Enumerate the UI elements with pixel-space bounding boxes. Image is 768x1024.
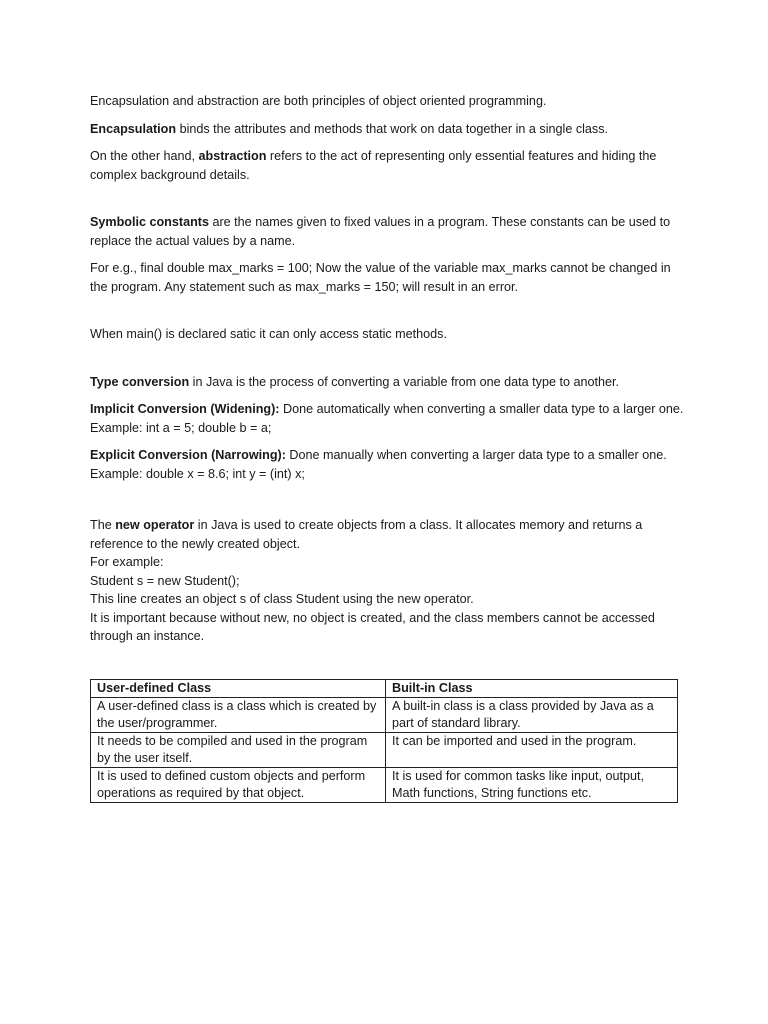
spacer	[90, 492, 690, 516]
term-explicit-conversion: Explicit Conversion (Narrowing):	[90, 448, 286, 462]
class-comparison-table	[90, 679, 678, 803]
table-row	[91, 697, 678, 732]
term-new-operator: new operator	[115, 518, 195, 532]
term-implicit-conversion: Implicit Conversion (Widening):	[90, 402, 280, 416]
term-type-conversion: Type conversion	[90, 374, 190, 389]
implicit-conversion-text: Done automatically when converting a smaller data type to a larger one.	[279, 402, 684, 416]
new-operator-importance: It is important because without new, no object is created, and the class members cannot be accessed through an instance.	[90, 610, 655, 643]
document-page	[90, 92, 690, 803]
table-cell: It is used to defined custom objects and perform operations as required by that object.	[91, 767, 386, 802]
new-operator-explanation: This line creates an object s of class Student using the new operator.	[90, 592, 474, 606]
paragraph-abstraction	[90, 147, 690, 184]
table-cell: It needs to be compiled and used in the program by the user itself.	[91, 732, 386, 767]
new-operator-pre: The	[90, 518, 116, 532]
spacer	[90, 193, 690, 213]
spacer	[90, 655, 690, 679]
paragraph-type-conversion	[90, 373, 690, 392]
paragraph-intro: Encapsulation and abstraction are both principles of object oriented programming.	[90, 94, 547, 108]
spacer	[90, 305, 690, 325]
paragraph-symbolic-example: For e.g., final double max_marks = 100; Now the value of the variable max_marks cannot be changed in the program. Any statement such as max_marks = 150; will result in an error.	[90, 261, 671, 294]
table-cell: It can be imported and used in the program.	[386, 732, 678, 767]
new-operator-code: Student s = new Student();	[90, 573, 240, 588]
table-cell: It is used for common tasks like input, output, Math functions, String functions etc.	[386, 767, 678, 802]
paragraph-encapsulation	[90, 120, 690, 139]
explicit-conversion-example: Example: double x = 8.6; int y = (int) x;	[90, 466, 305, 481]
symbolic-constants-text: are the names given to fixed values in a program. These constants can be used to replace the actual values by a name.	[90, 215, 671, 248]
table-cell: A user-defined class is a class which is created by the user/programmer.	[91, 697, 386, 732]
table-cell: A built-in class is a class provided by Java as a part of standard library.	[386, 697, 678, 732]
type-conversion-text: in Java is the process of converting a variable from one data type to another.	[189, 374, 619, 389]
encapsulation-text: binds the attributes and methods that work on data together in a single class.	[176, 121, 609, 136]
term-abstraction: abstraction	[198, 149, 267, 163]
new-operator-text: in Java is used to create objects from a class. It allocates memory and returns a reference to the newly created object.	[90, 518, 643, 551]
paragraph-symbolic-constants	[90, 213, 690, 250]
table-row	[91, 732, 678, 767]
spacer	[90, 353, 690, 373]
term-encapsulation: Encapsulation	[90, 121, 177, 136]
header-built-in-class: Built-in Class	[386, 679, 678, 697]
abstraction-pre: On the other hand,	[90, 149, 199, 163]
abstraction-text: refers to the act of representing only essential features and hiding the complex background details.	[90, 149, 657, 182]
paragraph-new-operator	[90, 516, 690, 646]
explicit-conversion-text: Done manually when converting a larger data type to a smaller one.	[285, 448, 667, 462]
header-user-defined-class: User-defined Class	[91, 679, 386, 697]
table-header-row	[91, 679, 678, 697]
term-symbolic-constants: Symbolic constants	[90, 215, 209, 229]
paragraph-explicit-conversion	[90, 446, 690, 483]
paragraph-implicit-conversion	[90, 400, 690, 437]
new-operator-example-label: For example:	[90, 555, 164, 569]
paragraph-main-static: When main() is declared satic it can only access static methods.	[90, 327, 447, 341]
implicit-conversion-example: Example: int a = 5; double b = a;	[90, 420, 272, 435]
table-row	[91, 767, 678, 802]
